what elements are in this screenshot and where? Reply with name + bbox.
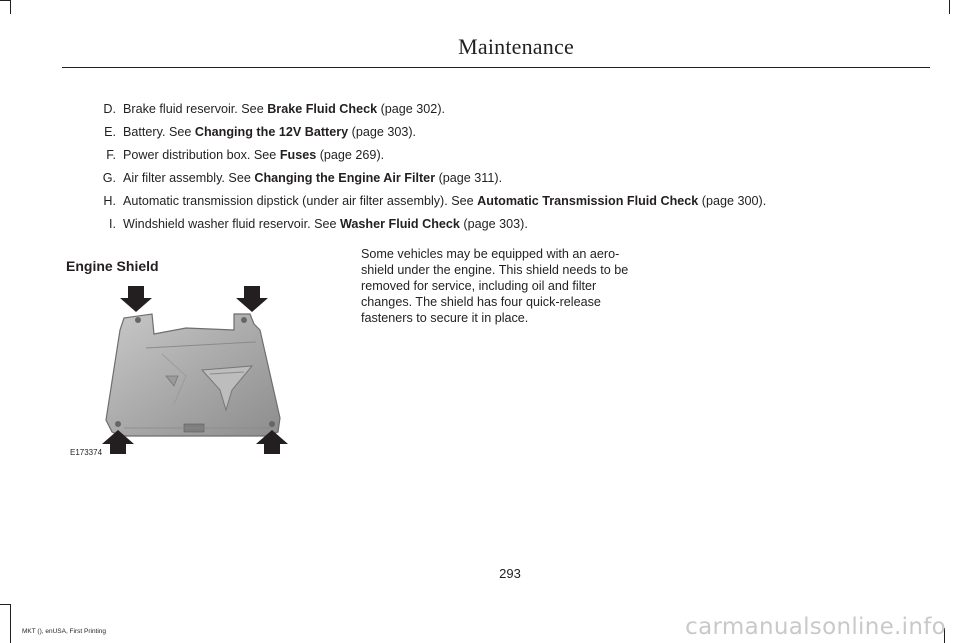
page-title: Maintenance — [458, 34, 574, 59]
component-list — [62, 101, 922, 239]
item-text: Battery. See Changing the 12V Battery (page 303). — [123, 125, 417, 139]
fastener-hole — [269, 421, 275, 427]
cross-reference: Changing the 12V Battery — [194, 125, 349, 139]
fastener-hole — [241, 317, 247, 323]
item-text: Brake fluid reservoir. See Brake Fluid Check (page 302). — [123, 102, 446, 116]
item-letter: G. — [102, 171, 116, 185]
list-item — [62, 101, 922, 124]
crop-mark — [10, 0, 11, 14]
item-letter: D. — [103, 102, 116, 116]
item-letter: H. — [103, 194, 116, 208]
list-item — [62, 216, 922, 239]
engine-shield-illustration — [66, 284, 292, 462]
item-letter: F. — [106, 148, 116, 162]
item-text: Power distribution box. See Fuses (page 269). — [123, 148, 385, 162]
fastener-hole — [135, 317, 141, 323]
item-letter: I. — [109, 217, 116, 231]
arrow-down-icon — [236, 286, 268, 312]
section-body: Some vehicles may be equipped with an aero-shield under the engine. This shield needs to be removed for service, including oil and filter changes. The shield has four quick-release fasteners to secure it in place. — [361, 247, 629, 325]
crop-mark — [0, 604, 10, 605]
cross-reference: Brake Fluid Check — [267, 102, 378, 116]
crop-mark — [10, 604, 11, 643]
section-heading: Engine Shield — [66, 258, 159, 274]
crop-mark — [0, 0, 10, 1]
item-letter: E. — [104, 125, 116, 139]
page-number: 293 — [499, 566, 521, 581]
item-text: Automatic transmission dipstick (under air filter assembly). See Automatic Transmission Fluid Check (page 300). — [123, 194, 767, 208]
cross-reference: Fuses — [279, 148, 317, 162]
list-item — [62, 170, 922, 193]
crop-mark — [949, 0, 950, 14]
cross-reference: Automatic Transmission Fluid Check — [477, 194, 699, 208]
item-text: Windshield washer fluid reservoir. See Washer Fluid Check (page 303). — [123, 217, 528, 231]
list-item — [62, 124, 922, 147]
fastener-hole — [115, 421, 121, 427]
header-rule — [62, 67, 930, 68]
shield-body — [106, 314, 280, 436]
cross-reference: Washer Fluid Check — [340, 217, 460, 231]
item-text: Air filter assembly. See Changing the Engine Air Filter (page 311). — [123, 171, 503, 185]
list-item — [62, 193, 922, 216]
watermark: carmanualsonline.info — [685, 614, 946, 640]
list-item — [62, 147, 922, 170]
cross-reference: Changing the Engine Air Filter — [254, 171, 436, 185]
footer-text: MKT (), enUSA, First Printing — [22, 628, 107, 635]
figure-code: E173374 — [70, 448, 103, 457]
arrow-down-icon — [120, 286, 152, 312]
